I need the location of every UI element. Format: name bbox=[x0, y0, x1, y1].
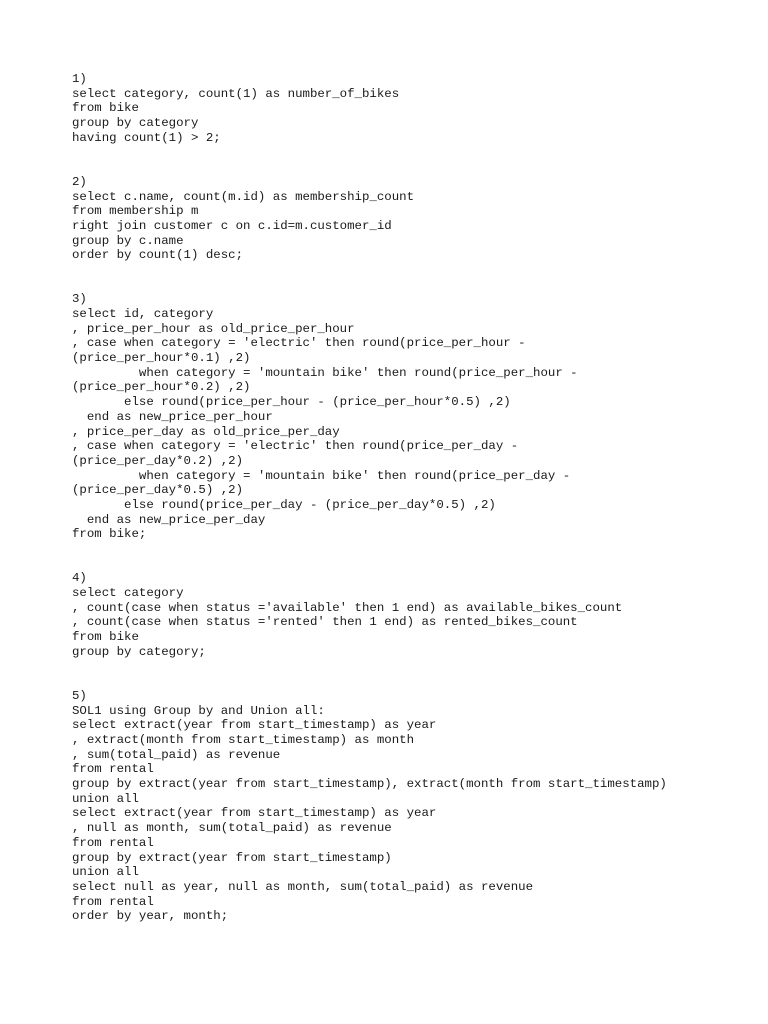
answer-section-5 bbox=[72, 689, 752, 924]
code-line: select extract(year from start_timestamp) as year bbox=[72, 718, 437, 733]
document-content bbox=[72, 72, 752, 924]
code-line: end as new_price_per_day bbox=[72, 512, 266, 527]
code-line: right join customer c on c.id=m.customer_id bbox=[72, 218, 392, 233]
section-gap bbox=[72, 263, 752, 292]
code-line: order by count(1) desc; bbox=[72, 248, 244, 263]
section-gap bbox=[72, 145, 752, 174]
code-line: from bike bbox=[72, 101, 139, 116]
code-line: SOL1 using Group by and Union all: bbox=[72, 703, 325, 718]
code-line: group by extract(year from start_timestamp), extract(month from start_timestamp) bbox=[72, 777, 667, 792]
code-line: , case when category = 'electric' then round(price_per_day - bbox=[72, 439, 519, 454]
code-line: when category = 'mountain bike' then round(price_per_day - bbox=[72, 468, 571, 483]
answer-section-2 bbox=[72, 175, 752, 263]
code-line: select null as year, null as month, sum(total_paid) as revenue bbox=[72, 879, 534, 894]
code-line: else round(price_per_hour - (price_per_hour*0.5) ,2) bbox=[72, 395, 511, 410]
code-line: (price_per_day*0.2) ,2) bbox=[72, 453, 244, 468]
code-line: from bike bbox=[72, 630, 139, 645]
code-line: union all bbox=[72, 865, 139, 880]
code-line: , case when category = 'electric' then round(price_per_hour - bbox=[72, 336, 526, 351]
code-line: end as new_price_per_hour bbox=[72, 409, 273, 424]
code-line: group by category bbox=[72, 116, 199, 131]
code-line: , sum(total_paid) as revenue bbox=[72, 747, 281, 762]
code-line: , count(case when status ='rented' then 1 end) as rented_bikes_count bbox=[72, 615, 578, 630]
section-number: 1) bbox=[72, 72, 87, 86]
code-line: (price_per_hour*0.2) ,2) bbox=[72, 380, 251, 395]
code-line: select category bbox=[72, 586, 184, 601]
code-line: from membership m bbox=[72, 204, 199, 219]
section-number: 2) bbox=[72, 174, 87, 189]
code-line: , extract(month from start_timestamp) as month bbox=[72, 733, 415, 747]
code-line: from rental bbox=[72, 894, 154, 909]
code-line: from rental bbox=[72, 762, 154, 777]
code-line: select category, count(1) as number_of_bikes bbox=[72, 86, 400, 101]
section-gap bbox=[72, 660, 752, 689]
code-line: from bike; bbox=[72, 527, 147, 542]
code-line: from rental bbox=[72, 835, 154, 850]
code-line: order by year, month; bbox=[72, 909, 229, 924]
code-line: , null as month, sum(total_paid) as revenue bbox=[72, 821, 392, 836]
code-line: , count(case when status ='available' then 1 end) as available_bikes_count bbox=[72, 600, 623, 615]
code-line: group by category; bbox=[72, 644, 206, 659]
answer-section-1 bbox=[72, 72, 752, 145]
section-number: 5) bbox=[72, 688, 87, 703]
answer-section-4 bbox=[72, 571, 752, 659]
code-line: having count(1) > 2; bbox=[72, 130, 221, 145]
code-line: select id, category bbox=[72, 307, 214, 322]
code-line: select c.name, count(m.id) as membership_count bbox=[72, 189, 415, 204]
code-line: group by extract(year from start_timestamp) bbox=[72, 850, 392, 865]
code-line: , price_per_day as old_price_per_day bbox=[72, 424, 340, 439]
code-line: union all bbox=[72, 791, 139, 806]
code-line: when category = 'mountain bike' then round(price_per_hour - bbox=[72, 365, 578, 380]
section-gap bbox=[72, 542, 752, 571]
section-number: 3) bbox=[72, 292, 87, 307]
code-line: (price_per_hour*0.1) ,2) bbox=[72, 351, 251, 366]
code-line: else round(price_per_day - (price_per_day*0.5) ,2) bbox=[72, 497, 496, 512]
code-line: select extract(year from start_timestamp) as year bbox=[72, 806, 437, 821]
code-line: group by c.name bbox=[72, 233, 184, 248]
section-number: 4) bbox=[72, 571, 87, 586]
code-line: , price_per_hour as old_price_per_hour bbox=[72, 321, 355, 336]
code-line: (price_per_day*0.5) ,2) bbox=[72, 483, 244, 498]
answer-section-3 bbox=[72, 292, 752, 542]
